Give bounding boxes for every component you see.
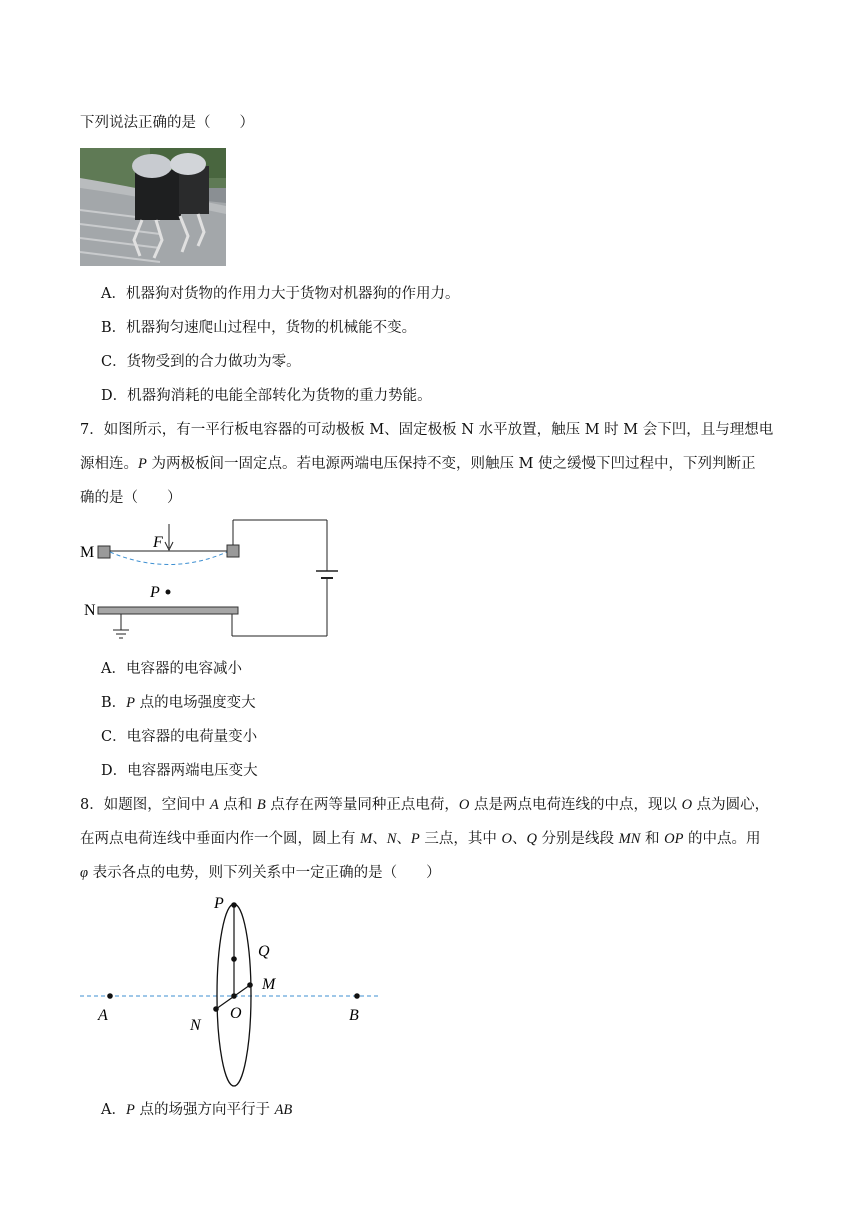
label-N: N xyxy=(190,1017,201,1034)
q7-option-d: D．电容器两端电压变大 xyxy=(101,763,258,779)
label-P: P xyxy=(214,895,224,912)
charges-circle-figure xyxy=(78,890,388,1090)
point-O xyxy=(231,993,237,999)
point-Q xyxy=(231,956,237,962)
q7-stem-line2: 源相连。P 为两极板间一固定点。若电源两端电压保持不变，则触压 M 使之缓慢下凹过程中，下列判断正 xyxy=(80,456,756,472)
q6-option-d: D．机器狗消耗的电能全部转化为货物的重力势能。 xyxy=(101,388,432,404)
label-N: N xyxy=(84,602,96,619)
q6-option-a: A．机器狗对货物的作用力大于货物对机器狗的作用力。 xyxy=(101,286,460,302)
robot-dog-photo xyxy=(80,148,226,266)
label-M: M xyxy=(80,544,95,561)
point-M xyxy=(247,982,253,988)
label-O: O xyxy=(230,1005,242,1022)
label-Q: Q xyxy=(258,943,270,960)
q7-option-c: C．电容器的电荷量变小 xyxy=(101,729,258,745)
q7-stem-line1: 7．如图所示，有一平行板电容器的可动极板 M、固定极板 N 水平放置，触压 M 时 M 会下凹，且与理想电 xyxy=(80,422,774,438)
q7-option-a: A．电容器的电容减小 xyxy=(101,661,242,677)
q7-stem-line3: 确的是（ ） xyxy=(80,490,182,506)
label-P: P xyxy=(150,584,160,601)
q8-stem-line2: 在两点电荷连线中垂面内作一个圆，圆上有 M、N、P 三点，其中 O、Q 分别是线段 MN 和 OP 的中点。用 xyxy=(80,831,761,847)
q6-option-b: B．机器狗匀速爬山过程中，货物的机械能不变。 xyxy=(101,320,417,336)
point-P xyxy=(231,902,237,908)
label-M: M xyxy=(262,976,276,993)
point-B xyxy=(354,993,360,999)
q8-stem-line3: φ 表示各点的电势，则下列关系中一定正确的是（ ） xyxy=(80,865,441,881)
capacitor-circuit-figure xyxy=(78,515,338,650)
label-F: F xyxy=(153,534,163,551)
q7-option-b: B．P 点的电场强度变大 xyxy=(101,695,256,711)
point-P xyxy=(166,590,171,595)
q8-option-a: A．P 点的场强方向平行于 AB xyxy=(101,1102,293,1118)
q8-stem-line1: 8．如题图，空间中 A 点和 B 点存在两等量同种正点电荷，O 点是两点电荷连线的中点，现以 O 点为圆心， xyxy=(80,797,770,813)
q6-option-c: C．货物受到的合力做功为零。 xyxy=(101,354,301,370)
point-N xyxy=(213,1006,219,1012)
label-A: A xyxy=(98,1007,108,1024)
point-A xyxy=(107,993,113,999)
label-B: B xyxy=(349,1007,359,1024)
q6-stem: 下列说法正确的是（ ） xyxy=(80,115,254,131)
